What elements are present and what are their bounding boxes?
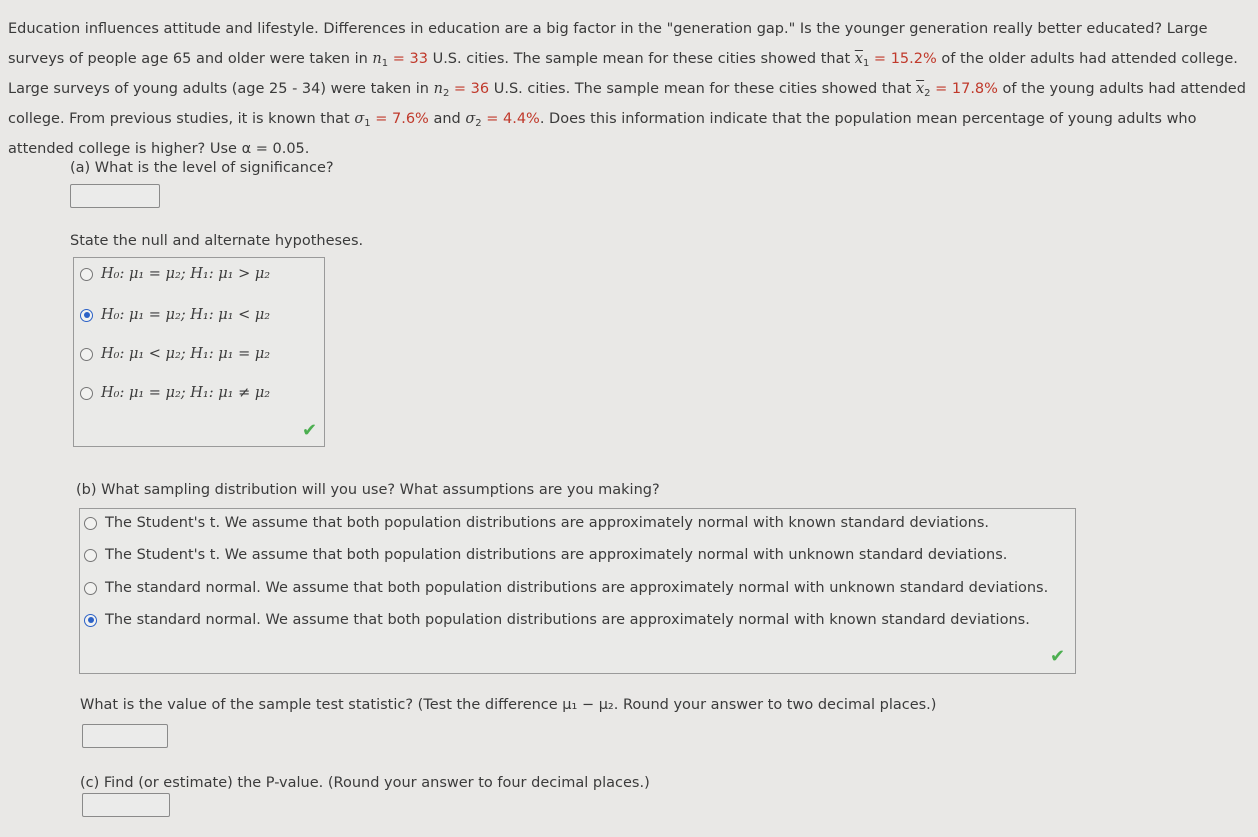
option-label: H₀: μ₁ = μ₂; H₁: μ₁ ≠ μ₂ (101, 385, 271, 401)
part-a-label: (a) What is the level of significance? (70, 160, 334, 176)
option-label: H₀: μ₁ = μ₂; H₁: μ₁ < μ₂ (101, 307, 271, 323)
option-label: The standard normal. We assume that both population distributions are approximately normal with unknown standard deviations. (105, 580, 1049, 596)
option-label: H₀: μ₁ = μ₂; H₁: μ₁ > μ₂ (101, 266, 271, 282)
radio-button[interactable] (80, 348, 93, 361)
radio-button[interactable] (80, 387, 93, 400)
radio-button[interactable] (80, 268, 93, 281)
test-statistic-label: What is the value of the sample test statistic? (Test the difference μ₁ − μ₂. Round your answer to two decimal places.) (80, 697, 937, 713)
hypotheses-title: State the null and alternate hypotheses. (70, 233, 364, 249)
significance-input[interactable] (70, 184, 160, 208)
radio-button[interactable] (84, 549, 97, 562)
hypothesis-option-1[interactable] (80, 266, 270, 282)
radio-button-selected[interactable] (80, 309, 93, 322)
part-c-label: (c) Find (or estimate) the P-value. (Round your answer to four decimal places.) (80, 775, 650, 791)
distribution-option-3[interactable] (84, 580, 1048, 596)
radio-button-selected[interactable] (84, 614, 97, 627)
hypotheses-correct-check-icon: ✔ (302, 420, 318, 441)
test-statistic-input[interactable] (82, 724, 168, 748)
option-label: H₀: μ₁ < μ₂; H₁: μ₁ = μ₂ (101, 346, 271, 362)
option-label: The Student's t. We assume that both population distributions are approximately normal with known standard deviations. (105, 515, 989, 531)
option-label: The Student's t. We assume that both population distributions are approximately normal with unknown standard deviations. (105, 547, 1008, 563)
option-label: The standard normal. We assume that both population distributions are approximately normal with known standard deviations. (105, 612, 1030, 628)
hypothesis-option-3[interactable] (80, 346, 270, 362)
radio-button[interactable] (84, 517, 97, 530)
problem-statement: Education influences attitude and lifestyle. Differences in education are a big factor in the "generation gap." Is the younger generation really better educated? Large surveys of people age 65 and older were taken in $n_1 = 33$ U.S. cities. The sample mean for these cities showed that $\overline{x}_1 = 15.2\%$ of the older adults had attended college. Large surveys of young adults (age 25 - 34) were taken in $n_2 = 36$ U.S. cities. The sample mean for these cities showed that $\overline{x}_2 = 17.8\%$ of the young adults had attended college. From previous studies, it is known that $\sigma_1 = 7.6\%$ and $\sigma_2 = 4.4\%$. Does this information indicate that the population mean percentage of young adults who attended college is higher? Use α = 0.05. (8, 21, 1246, 157)
hypothesis-option-4[interactable] (80, 385, 270, 401)
distribution-option-1[interactable] (84, 515, 989, 531)
hypothesis-option-2[interactable] (80, 307, 270, 323)
radio-button[interactable] (84, 582, 97, 595)
distribution-option-2[interactable] (84, 547, 1007, 563)
part-b-title: (b) What sampling distribution will you use? What assumptions are you making? (76, 482, 660, 498)
p-value-input[interactable] (82, 793, 170, 817)
distribution-option-4[interactable] (84, 612, 1030, 628)
part-b-correct-check-icon: ✔ (1050, 646, 1066, 667)
